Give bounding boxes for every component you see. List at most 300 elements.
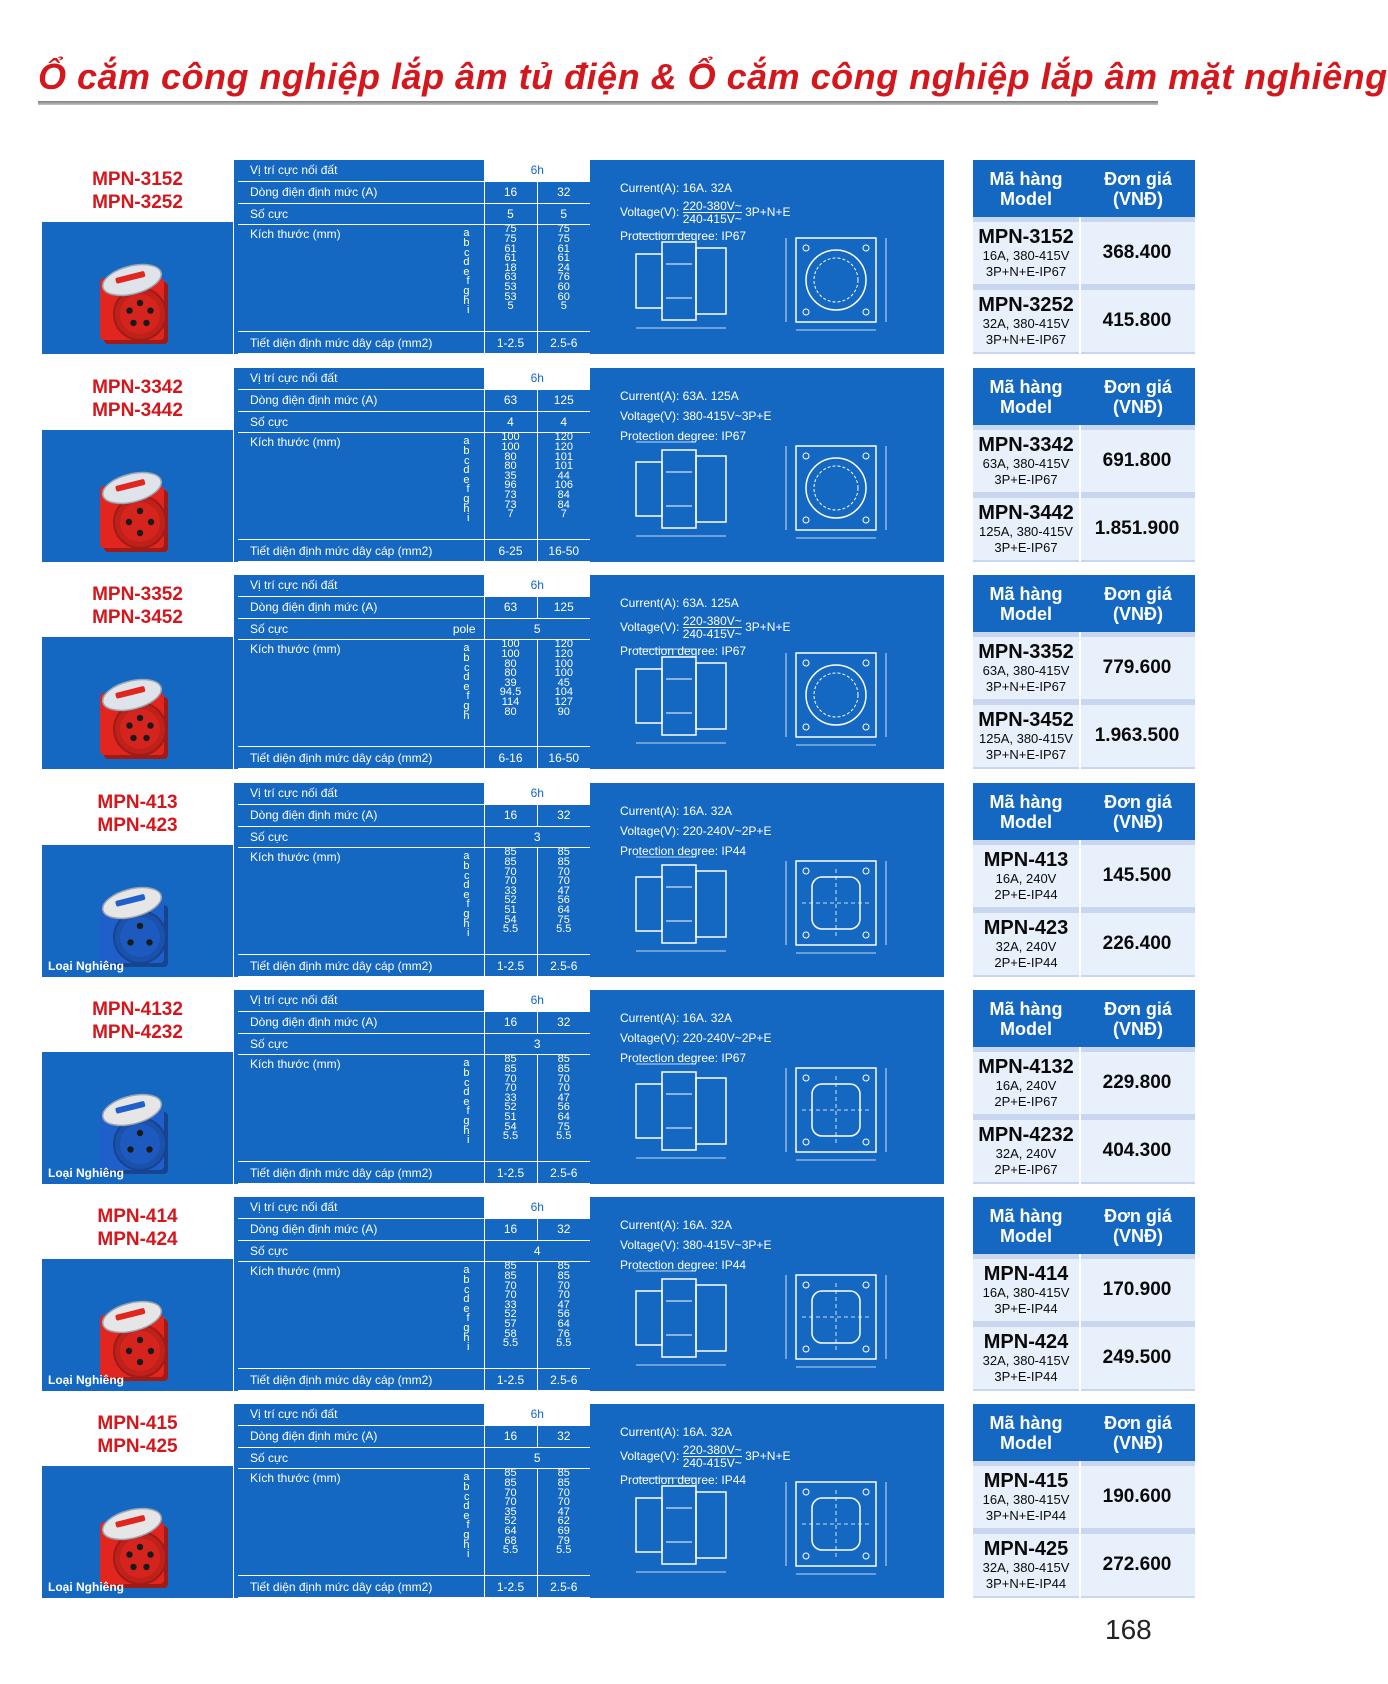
current-value: 63 (484, 389, 537, 411)
tilt-type-label: Loại Nghiêng (48, 1580, 124, 1594)
product-block (42, 783, 1172, 977)
spec-label-text: Tiết diện định mức dây cáp (mm2) (250, 750, 433, 765)
model-names (42, 783, 233, 845)
model-name: MPN-3442 (92, 400, 183, 421)
earth-position-row (238, 575, 590, 596)
dimension-col (484, 1469, 537, 1576)
item-model (973, 913, 1079, 975)
dimension-drawing-wrap (616, 432, 916, 561)
product-block (42, 1197, 1172, 1391)
spec-label-text: Tiết diện định mức dây cáp (mm2) (250, 543, 433, 558)
voltage-fraction (683, 1444, 742, 1469)
spec-label-text: Kích thước (mm) (250, 1471, 341, 1486)
dimension-letters: a b c d e f g h i (463, 435, 470, 525)
model-header (973, 1197, 1079, 1254)
spec-table (238, 368, 590, 562)
current-value: 16 (484, 804, 537, 826)
price-divider (1079, 840, 1081, 977)
dimension-letters: a b c d e f g h i (463, 1057, 470, 1147)
dimension-values: 85 85 70 70 35 52 64 68 5.5 (502, 1467, 519, 1557)
socket-photo (42, 1259, 233, 1391)
model-name: MPN-3342 (92, 377, 183, 398)
poles-row (238, 203, 590, 225)
model-header-text: Mã hàng (989, 1205, 1063, 1226)
cable-row (238, 955, 590, 977)
spec-label-text: Kích thước (mm) (250, 227, 341, 242)
price-row (973, 1466, 1195, 1528)
dimension-col (537, 433, 590, 540)
socket-photo (42, 222, 233, 354)
current-value: 16 (484, 1425, 537, 1447)
spec-label (238, 389, 484, 411)
voltage-suffix: 3P+N+E (741, 620, 791, 634)
model-header-text: Model (1000, 811, 1052, 832)
spec-label (238, 1447, 484, 1469)
dimension-drawing-wrap (616, 1054, 916, 1183)
price-divider (1079, 1461, 1081, 1598)
dimension-col (484, 1262, 537, 1369)
spec-table (238, 990, 590, 1184)
price-header (973, 160, 1195, 217)
current-spec: Current(A): 16A. 32A (620, 1425, 733, 1439)
cable-value: 6-25 (484, 540, 537, 562)
dimension-col (537, 225, 590, 332)
cable-row (238, 1576, 590, 1598)
price-row (973, 637, 1195, 699)
spec-panel (234, 1404, 944, 1598)
spec-label-text: Tiết diện định mức dây cáp (mm2) (250, 1579, 433, 1594)
price-header-text: Đơn giá (1104, 583, 1172, 604)
price-header-text: Đơn giá (1104, 1412, 1172, 1433)
voltage-prefix: Voltage(V): (620, 205, 683, 219)
model-name: MPN-4132 (92, 999, 183, 1020)
cable-value: 2.5-6 (537, 955, 590, 977)
model-header (973, 160, 1079, 217)
current-value: 32 (537, 804, 590, 826)
item-code: MPN-3442 (978, 502, 1074, 524)
price-row (973, 1259, 1195, 1321)
voltage-prefix: Voltage(V): (620, 1449, 683, 1463)
price-row (973, 1534, 1195, 1596)
item-model (973, 430, 1079, 492)
poles-row (238, 1033, 590, 1055)
cable-value: 2.5-6 (537, 1576, 590, 1598)
price-header-text: (VNĐ) (1113, 1018, 1163, 1039)
spec-label-text: Số cực (250, 414, 289, 429)
dimension-values: 85 85 70 70 47 56 64 76 5.5 (556, 1260, 572, 1350)
price-row (973, 1120, 1195, 1182)
price-panel (973, 990, 1195, 1184)
product-block (42, 990, 1172, 1184)
protection-spec: Protection degree: IP67 (620, 644, 747, 658)
spec-label-text: Kích thước (mm) (250, 850, 341, 865)
dimension-col (484, 848, 537, 955)
cable-value: 1-2.5 (484, 1576, 537, 1598)
model-header-text: Model (1000, 1018, 1052, 1039)
item-price: 249.500 (1102, 1347, 1172, 1368)
spec-label (238, 804, 484, 826)
item-price: 190.600 (1102, 1486, 1172, 1507)
dimension-letters: a b c d e f g h i (463, 227, 470, 317)
spec-label-text: Tiết diện định mức dây cáp (mm2) (250, 1165, 433, 1180)
spec-label (238, 1055, 484, 1162)
socket-photo (42, 1466, 233, 1598)
item-desc: 3P+E-IP44 (994, 1369, 1058, 1384)
spec-label (238, 1425, 484, 1447)
price-row (973, 498, 1195, 560)
item-desc: 3P+N+E-IP67 (985, 747, 1067, 762)
item-price: 226.400 (1102, 933, 1172, 954)
price-panel (973, 1197, 1195, 1391)
item-code: MPN-413 (983, 849, 1069, 871)
price-row (973, 845, 1195, 907)
dimension-drawing-wrap (616, 1261, 916, 1390)
model-header (973, 575, 1079, 632)
spec-label (238, 1218, 484, 1240)
model-names (42, 575, 233, 637)
voltage-spec (620, 613, 940, 641)
model-header-text: Model (1000, 1225, 1052, 1246)
spec-table (238, 1404, 590, 1598)
item-model (973, 498, 1079, 560)
spec-label-text: Kích thước (mm) (250, 1264, 341, 1279)
item-desc: 16A, 380-415V (982, 248, 1070, 263)
price-panel (973, 368, 1195, 562)
spec-label (238, 1240, 484, 1262)
item-desc: 32A, 240V (995, 1146, 1057, 1161)
dimension-drawing-wrap (616, 1468, 916, 1597)
price-header-cell (1081, 990, 1195, 1047)
poles-row (238, 618, 590, 640)
item-price: 691.800 (1102, 450, 1172, 471)
spec-table (238, 783, 590, 977)
item-desc: 16A, 380-415V (982, 1285, 1070, 1300)
item-price: 404.300 (1102, 1140, 1172, 1161)
item-price: 272.600 (1102, 1554, 1172, 1575)
price-panel (973, 160, 1195, 354)
voltage-bottom: 240-415V~ (682, 1456, 742, 1471)
dimension-col (484, 225, 537, 332)
protection-spec: Protection degree: IP44 (620, 1258, 747, 1272)
dimension-letters: a b c d e f g h i (463, 1264, 470, 1354)
price-header (973, 990, 1195, 1047)
dimensions-row (238, 225, 590, 332)
spec-label (238, 747, 484, 769)
price-row (973, 430, 1195, 492)
price-row (973, 913, 1195, 975)
product-photo (42, 1052, 233, 1184)
price-row (973, 290, 1195, 352)
spec-label (238, 1197, 484, 1218)
model-name: MPN-415 (97, 1413, 178, 1434)
item-desc: 2P+E-IP44 (994, 887, 1058, 902)
poles-value: 3 (484, 826, 590, 848)
dimension-drawing (616, 1261, 916, 1385)
model-name: MPN-414 (97, 1206, 178, 1227)
item-desc: 32A, 240V (995, 939, 1057, 954)
poles-row (238, 1447, 590, 1469)
current-spec: Current(A): 63A. 125A (620, 389, 739, 403)
model-header-text: Mã hàng (989, 583, 1063, 604)
protection-spec: Protection degree: IP44 (620, 1473, 747, 1487)
socket-photo (42, 637, 233, 769)
dimension-letters: a b c d e f g h (463, 642, 470, 722)
current-value: 125 (537, 389, 590, 411)
item-code: MPN-3452 (978, 709, 1074, 731)
spec-label (238, 955, 484, 977)
poles-value: 3 (484, 1033, 590, 1055)
spec-label-text: Số cực (250, 1450, 289, 1465)
spec-label (238, 203, 484, 225)
dimensions-row (238, 640, 590, 747)
model-header-text: Mã hàng (989, 1412, 1063, 1433)
socket-photo (42, 430, 233, 562)
price-header-text: (VNĐ) (1113, 603, 1163, 624)
poles-value: 4 (537, 411, 590, 433)
cable-value: 2.5-6 (537, 332, 590, 354)
dimension-values: 120 120 100 100 45 104 127 90 (554, 638, 573, 718)
spec-label (238, 1469, 484, 1576)
current-value: 63 (484, 596, 537, 618)
price-header-text: Đơn giá (1104, 791, 1172, 812)
model-names (42, 368, 233, 430)
product-photo (42, 1466, 233, 1598)
cable-value: 2.5-6 (537, 1162, 590, 1184)
item-desc: 16A, 240V (995, 871, 1057, 886)
price-panel (973, 783, 1195, 977)
price-header-cell (1081, 575, 1195, 632)
item-code: MPN-3152 (978, 226, 1074, 248)
item-code: MPN-4232 (978, 1124, 1074, 1146)
protection-spec: Protection degree: IP67 (620, 229, 747, 243)
spec-label (238, 783, 484, 804)
rated-current-row (238, 596, 590, 618)
page-number: 168 (1105, 1614, 1152, 1645)
earth-position-row (238, 990, 590, 1011)
spec-label-text: Kích thước (mm) (250, 642, 341, 657)
price-panel (973, 1404, 1195, 1598)
current-value: 32 (537, 1011, 590, 1033)
spec-label (238, 160, 484, 181)
price-header-cell (1081, 368, 1195, 425)
spec-label-text: Dòng điện định mức (A) (250, 1222, 378, 1237)
poles-value: 4 (484, 411, 537, 433)
item-desc: 16A, 240V (995, 1078, 1057, 1093)
dimensions-row (238, 1055, 590, 1162)
item-code: MPN-414 (983, 1263, 1069, 1285)
voltage-top: 220-380V~ (682, 199, 742, 214)
dimension-drawing (616, 847, 916, 971)
poles-value: 5 (484, 203, 537, 225)
model-name: MPN-424 (97, 1229, 178, 1250)
spec-table (238, 575, 590, 769)
rated-current-row (238, 804, 590, 826)
socket-photo (42, 845, 233, 977)
voltage-fraction (683, 615, 742, 640)
spec-label (238, 181, 484, 203)
tilt-type-label: Loại Nghiêng (48, 1373, 124, 1387)
tilt-type-label: Loại Nghiêng (48, 959, 124, 973)
item-desc: 125A, 380-415V (979, 731, 1073, 746)
spec-label (238, 990, 484, 1011)
item-desc: 2P+E-IP67 (994, 1162, 1058, 1177)
rated-current-row (238, 181, 590, 203)
current-value: 16 (484, 181, 537, 203)
dimension-values: 85 85 70 70 33 52 51 54 5.5 (502, 846, 519, 936)
protection-spec: Protection degree: IP67 (620, 429, 747, 443)
price-header-text: (VNĐ) (1113, 188, 1163, 209)
spec-panel (234, 575, 944, 769)
spec-label-text: Dòng điện định mức (A) (250, 600, 378, 615)
spec-label (238, 1262, 484, 1369)
item-desc: 3P+N+E-IP44 (985, 1576, 1067, 1591)
spec-label-text: Vị trí cực nối đất (250, 163, 338, 178)
model-name: MPN-425 (97, 1436, 178, 1457)
spec-label-text: Số cực (250, 1243, 289, 1258)
rated-current-row (238, 1218, 590, 1240)
dimension-drawing-wrap (616, 847, 916, 976)
cable-value: 1-2.5 (484, 1369, 537, 1391)
dimension-values: 100 100 80 80 39 94.5 114 80 (499, 638, 522, 718)
item-model (973, 1534, 1079, 1596)
dimension-values: 100 100 80 80 35 96 73 73 7 (501, 431, 520, 521)
product-block (42, 160, 1172, 354)
spec-label (238, 575, 484, 596)
dimension-drawing (616, 1054, 916, 1178)
spec-panel (234, 1197, 944, 1391)
item-model (973, 1259, 1079, 1321)
item-desc: 32A, 380-415V (982, 1353, 1070, 1368)
model-name: MPN-4232 (92, 1022, 183, 1043)
dimension-letters: a b c d e f g h i (463, 1471, 470, 1561)
item-price: 1.851.900 (1094, 518, 1180, 539)
spec-table (238, 1197, 590, 1391)
item-model (973, 1120, 1079, 1182)
cable-value: 2.5-6 (537, 1369, 590, 1391)
spec-label-text: Vị trí cực nối đất (250, 993, 338, 1008)
cable-value: 6-16 (484, 747, 537, 769)
poles-row (238, 826, 590, 848)
dimension-col (484, 1055, 537, 1162)
model-header-text: Mã hàng (989, 998, 1063, 1019)
earth-position-row (238, 783, 590, 804)
poles-value: 5 (484, 618, 590, 640)
item-code: MPN-3252 (978, 294, 1074, 316)
cable-value: 16-50 (537, 747, 590, 769)
voltage-bottom: 240-415V~ (682, 627, 742, 642)
dimension-values: 75 75 61 61 18 63 53 53 5 (504, 223, 517, 313)
spec-label (238, 411, 484, 433)
poles-value: 5 (484, 1447, 590, 1469)
price-row (973, 222, 1195, 284)
dimension-values: 85 85 70 70 47 56 64 75 5.5 (556, 1053, 572, 1143)
spec-label (238, 596, 484, 618)
earth-position-row (238, 1197, 590, 1218)
price-header-cell (1081, 1197, 1195, 1254)
product-block (42, 368, 1180, 562)
spec-label-text: Tiết diện định mức dây cáp (mm2) (250, 335, 433, 350)
rated-current-row (238, 389, 590, 411)
voltage-spec (620, 198, 940, 226)
price-header-text: Đơn giá (1104, 1205, 1172, 1226)
price-header (973, 783, 1195, 840)
spec-label-text: Dòng điện định mức (A) (250, 393, 378, 408)
price-header-text: (VNĐ) (1113, 396, 1163, 417)
model-header (973, 1404, 1079, 1461)
item-model (973, 290, 1079, 352)
model-header-text: Model (1000, 603, 1052, 624)
voltage-spec (620, 1442, 940, 1470)
dimension-values: 85 85 70 70 47 56 64 75 5.5 (556, 846, 572, 936)
protection-spec: Protection degree: IP67 (620, 1051, 747, 1065)
earth-position-value: 6h (484, 575, 590, 596)
current-spec: Current(A): 16A. 32A (620, 181, 733, 195)
spec-label-text: Dòng điện định mức (A) (250, 1429, 378, 1444)
model-names (42, 160, 233, 222)
price-header-text: (VNĐ) (1113, 1225, 1163, 1246)
item-desc: 3P+N+E-IP67 (985, 679, 1067, 694)
dimension-drawing-wrap (616, 224, 916, 353)
dimension-values: 85 85 70 70 33 52 57 58 5.5 (502, 1260, 519, 1350)
item-price: 779.600 (1102, 657, 1172, 678)
model-names (42, 990, 233, 1052)
dimensions-row (238, 1262, 590, 1369)
voltage-spec: Voltage(V): 380-415V~3P+E (620, 1238, 772, 1252)
product-photo (42, 430, 233, 562)
product-photo (42, 845, 233, 977)
item-code: MPN-4132 (978, 1056, 1074, 1078)
item-desc: 3P+E-IP44 (994, 1301, 1058, 1316)
cable-value: 16-50 (537, 540, 590, 562)
item-code: MPN-415 (983, 1470, 1069, 1492)
spec-label-text: Vị trí cực nối đất (250, 786, 338, 801)
item-model (973, 705, 1079, 767)
dimension-drawing (616, 1468, 916, 1592)
spec-label-text: Dòng điện định mức (A) (250, 1015, 378, 1030)
earth-position-row (238, 368, 590, 389)
model-header (973, 990, 1079, 1047)
cable-row (238, 747, 590, 769)
voltage-spec: Voltage(V): 220-240V~2P+E (620, 1031, 772, 1045)
dimension-col (537, 1469, 590, 1576)
item-desc: 32A, 380-415V (982, 1560, 1070, 1575)
dimension-col (484, 640, 537, 747)
voltage-spec: Voltage(V): 220-240V~2P+E (620, 824, 772, 838)
price-header-text: Đơn giá (1104, 998, 1172, 1019)
dimension-values: 120 120 101 101 44 106 84 84 7 (554, 431, 573, 521)
model-names (42, 1197, 233, 1259)
item-price: 368.400 (1102, 242, 1172, 263)
spec-panel (234, 783, 944, 977)
model-header (973, 368, 1079, 425)
earth-position-value: 6h (484, 1404, 590, 1425)
earth-position-value: 6h (484, 783, 590, 804)
spec-label (238, 1011, 484, 1033)
price-header-cell (1081, 1404, 1195, 1461)
spec-label-text: Dòng điện định mức (A) (250, 808, 378, 823)
spec-label (238, 1404, 484, 1425)
price-divider (1079, 217, 1081, 354)
cable-row (238, 1369, 590, 1391)
spec-label-text: Kích thước (mm) (250, 1057, 341, 1072)
cable-value: 1-2.5 (484, 1162, 537, 1184)
cable-row (238, 540, 590, 562)
price-row (973, 1327, 1195, 1389)
price-header-text: (VNĐ) (1113, 1432, 1163, 1453)
dimension-drawing (616, 224, 916, 348)
model-header (973, 783, 1079, 840)
earth-position-value: 6h (484, 1197, 590, 1218)
